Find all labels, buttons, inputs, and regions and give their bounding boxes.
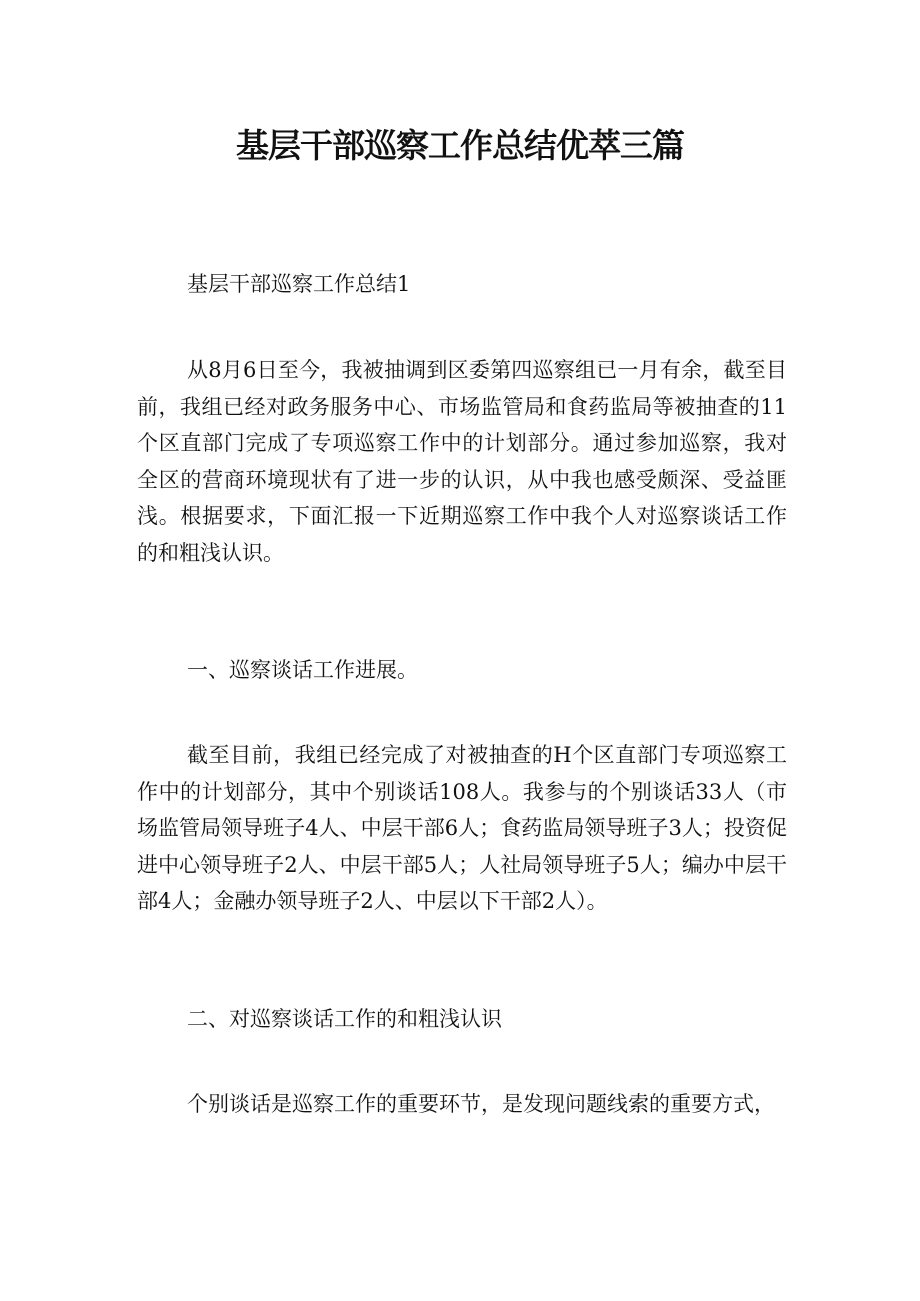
section-heading: 二、对巡察谈话工作的和粗浅认识 <box>187 1007 502 1031</box>
body-paragraph: 从8月6日至今，我被抽调到区委第四巡察组已一月有余，截至目前，我组已经对政务服务中心、市场监管局和食药监局等被抽查的11个区直部门完成了专项巡察工作中的计划部分。通过参加巡察，我对全区的营商环境现状有了进一步的认识，从中我也感受颇深、受益匪浅。根据要求，下面汇报一下近期巡察工作中我个人对巡察谈话工作的和粗浅认识。 <box>137 358 787 565</box>
body-paragraph: 截至目前，我组已经完成了对被抽查的H个区直部门专项巡察工作中的计划部分，其中个别谈话108人。我参与的个别谈话33人（市场监管局领导班子4人、中层干部6人；食药监局领导班子3人；投资促进中心领导班子2人、中层干部5人；人社局领导班子5人；编办中层干部4人；金融办领导班子2人、中层以下干部2人）。 <box>137 743 787 913</box>
document-title: 基层干部巡察工作总结优萃三篇 <box>236 126 684 165</box>
body-paragraph: 个别谈话是巡察工作的重要环节，是发现问题线索的重要方式， <box>187 1092 775 1116</box>
section-heading: 一、巡察谈话工作进展。 <box>187 658 418 682</box>
section-subtitle: 基层干部巡察工作总结1 <box>187 272 411 296</box>
